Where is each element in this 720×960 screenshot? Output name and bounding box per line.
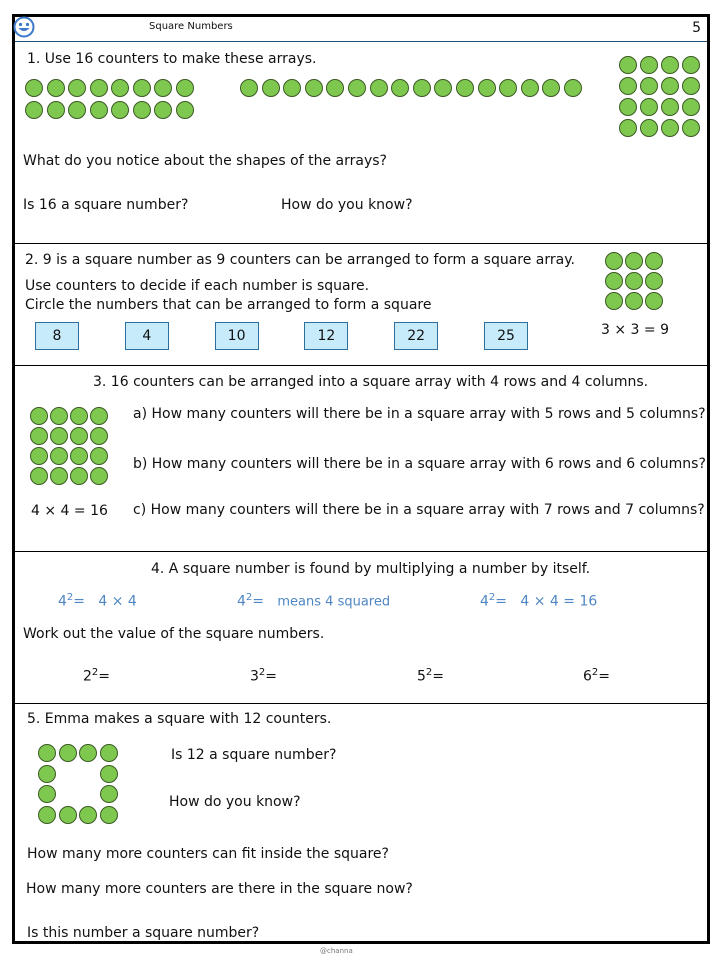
counter xyxy=(70,407,88,425)
counter xyxy=(625,272,643,290)
counter xyxy=(111,101,129,119)
counter xyxy=(47,79,65,97)
counter xyxy=(619,77,637,95)
counter xyxy=(542,79,560,97)
counter xyxy=(605,292,623,310)
counter xyxy=(30,447,48,465)
counter xyxy=(645,252,663,270)
q4-work-out: Work out the value of the square numbers. xyxy=(23,626,325,642)
counter xyxy=(605,272,623,290)
counter xyxy=(100,744,118,762)
counter xyxy=(370,79,388,97)
number-choice-10[interactable]: 10 xyxy=(215,322,259,350)
q1-notice: What do you notice about the shapes of the arrays? xyxy=(23,153,387,169)
counter xyxy=(50,467,68,485)
counter xyxy=(154,101,172,119)
counter xyxy=(30,407,48,425)
counter xyxy=(68,101,86,119)
counter xyxy=(90,79,108,97)
q5-now: How many more counters are there in the square now? xyxy=(26,881,413,897)
counter xyxy=(30,427,48,445)
counter xyxy=(240,79,258,97)
q2-example-equation: 3 × 3 = 9 xyxy=(601,322,669,338)
question-5 xyxy=(15,704,707,944)
counter xyxy=(456,79,474,97)
q4-exercise-5-squared: $5^2=$ xyxy=(417,667,445,685)
counter xyxy=(499,79,517,97)
counter xyxy=(90,101,108,119)
number-choice-22[interactable]: 22 xyxy=(394,322,438,350)
q4-example-1: $4^2= 4 \times 4$ xyxy=(58,592,137,610)
counter xyxy=(645,272,663,290)
footer-credit: @channa xyxy=(320,947,353,955)
worksheet-page xyxy=(12,14,710,944)
counter xyxy=(640,119,658,137)
counter xyxy=(133,79,151,97)
counter xyxy=(47,101,65,119)
counter xyxy=(619,98,637,116)
counter xyxy=(70,447,88,465)
q2-line1: Use counters to decide if each number is square. xyxy=(25,278,370,294)
counter xyxy=(413,79,431,97)
counter xyxy=(283,79,301,97)
counter xyxy=(79,744,97,762)
counter xyxy=(100,785,118,803)
counter xyxy=(50,447,68,465)
counter xyxy=(38,785,56,803)
counter xyxy=(111,79,129,97)
counter xyxy=(625,292,643,310)
counter xyxy=(70,467,88,485)
counter xyxy=(133,101,151,119)
counter xyxy=(38,765,56,783)
counter xyxy=(50,427,68,445)
question-4 xyxy=(15,552,707,704)
q3-part-a: a) How many counters will there be in a square array with 5 rows and 5 columns? xyxy=(133,406,706,422)
q4-exercise-6-squared: $6^2=$ xyxy=(583,667,611,685)
counter xyxy=(305,79,323,97)
q1-is-square: Is 16 a square number? xyxy=(23,197,189,213)
counter xyxy=(391,79,409,97)
number-choice-25[interactable]: 25 xyxy=(484,322,528,350)
counter xyxy=(30,467,48,485)
question-1 xyxy=(15,41,707,244)
q5-is-this-square: Is this number a square number? xyxy=(27,925,260,941)
q5-is-12-square: Is 12 a square number? xyxy=(171,747,337,763)
q3-prompt: 3. 16 counters can be arranged into a square array with 4 rows and 4 columns. xyxy=(93,374,649,390)
counter xyxy=(521,79,539,97)
worksheet-header xyxy=(15,17,707,42)
counter xyxy=(90,407,108,425)
q4-exercise-3-squared: $3^2=$ xyxy=(250,667,278,685)
counter xyxy=(682,77,700,95)
counter xyxy=(645,292,663,310)
counter xyxy=(348,79,366,97)
q5-how-know: How do you know? xyxy=(169,794,301,810)
counter xyxy=(176,79,194,97)
q2-prompt: 2. 9 is a square number as 9 counters can be arranged to form a square array. xyxy=(25,252,575,268)
q3-part-c: c) How many counters will there be in a square array with 7 rows and 7 columns? xyxy=(133,502,705,518)
counter xyxy=(564,79,582,97)
counter xyxy=(640,77,658,95)
counter xyxy=(90,467,108,485)
q4-prompt: 4. A square number is found by multiplying a number by itself. xyxy=(151,561,591,577)
q4-exercise-2-squared: $2^2=$ xyxy=(83,667,111,685)
counter xyxy=(79,806,97,824)
counter xyxy=(38,806,56,824)
worksheet-title: Square Numbers xyxy=(149,21,233,32)
counter xyxy=(661,119,679,137)
q4-example-2: $4^2=$ means 4 squared xyxy=(237,592,391,610)
question-2 xyxy=(15,244,707,366)
counter xyxy=(90,427,108,445)
counter xyxy=(100,806,118,824)
counter xyxy=(25,101,43,119)
counter xyxy=(661,56,679,74)
counter xyxy=(38,744,56,762)
counter xyxy=(262,79,280,97)
counter xyxy=(68,79,86,97)
q1-how-know: How do you know? xyxy=(281,197,413,213)
counter xyxy=(90,447,108,465)
number-choice-8[interactable]: 8 xyxy=(35,322,79,350)
counter xyxy=(640,56,658,74)
counter xyxy=(70,427,88,445)
q3-part-b: b) How many counters will there be in a square array with 6 rows and 6 columns? xyxy=(133,456,706,472)
counter xyxy=(605,252,623,270)
counter xyxy=(682,98,700,116)
number-choice-12[interactable]: 12 xyxy=(304,322,348,350)
q5-fit-inside: How many more counters can fit inside the square? xyxy=(27,846,389,862)
q5-prompt: 5. Emma makes a square with 12 counters. xyxy=(27,711,332,727)
counter xyxy=(59,806,77,824)
counter xyxy=(661,77,679,95)
counter xyxy=(640,98,658,116)
page-number: 5 xyxy=(692,20,701,36)
counter xyxy=(619,56,637,74)
counter xyxy=(154,79,172,97)
number-choice-4[interactable]: 4 xyxy=(125,322,169,350)
question-3 xyxy=(15,366,707,552)
counter xyxy=(326,79,344,97)
q1-prompt: 1. Use 16 counters to make these arrays. xyxy=(27,51,317,67)
counter xyxy=(619,119,637,137)
counter xyxy=(59,744,77,762)
q4-example-3: $4^2= 4 \times 4 = 16$ xyxy=(480,592,598,610)
counter xyxy=(25,79,43,97)
counter xyxy=(625,252,643,270)
counter xyxy=(682,119,700,137)
counter xyxy=(50,407,68,425)
counter xyxy=(176,101,194,119)
q3-equation: 4 × 4 = 16 xyxy=(31,503,108,519)
counter xyxy=(434,79,452,97)
counter xyxy=(100,765,118,783)
counter xyxy=(478,79,496,97)
smiley-face-icon xyxy=(13,16,35,38)
counter xyxy=(661,98,679,116)
counter xyxy=(682,56,700,74)
q2-line2: Circle the numbers that can be arranged to form a square xyxy=(25,297,432,313)
